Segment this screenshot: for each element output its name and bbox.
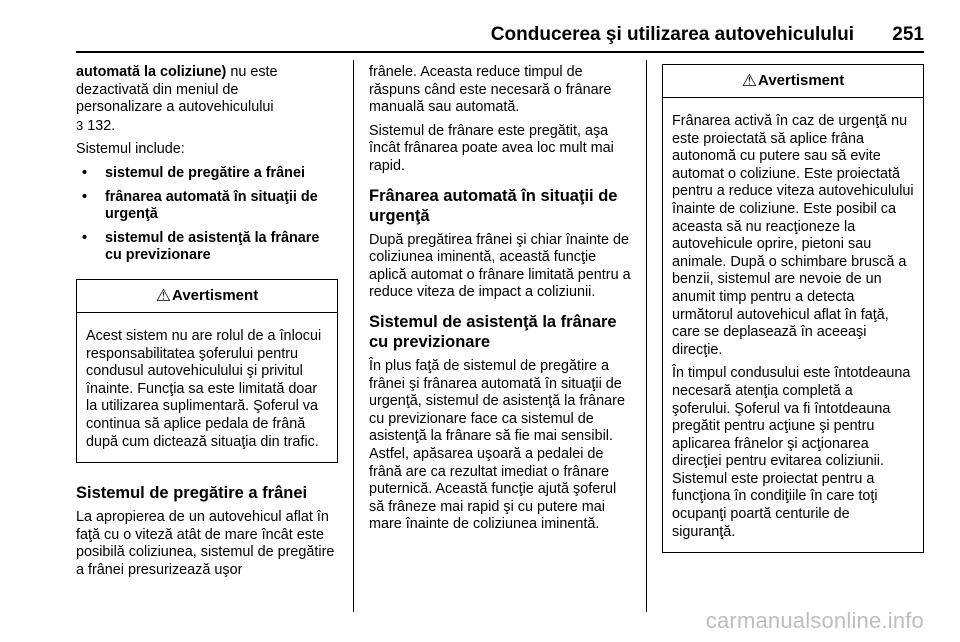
intro-paragraph xyxy=(76,64,338,135)
list-item-text: frânarea automată în situaţii de urgenţă xyxy=(105,188,318,223)
warning-title: Avertisment xyxy=(172,287,259,305)
warning-title: Avertisment xyxy=(758,72,845,90)
warning-header xyxy=(77,280,337,313)
section-paragraph: La apropierea de un autovehicul aflat în faţă cu o viteză atât de mare încât este posibilă coliziunea, sistemul de pregătire a frânei presurizează uşor xyxy=(76,509,335,578)
warning-text: În timpul condusului este întotdeauna necesară atenţia completă a şoferului. Şoferul va fi întotdeauna pregătit pentru acţiune şi pentru aplicarea frânelor şi acţionarea direcţiei pentru evitarea coliziunii. Sistemul este proiectat pentru a funcţiona în condiţiile în care toţi ocupanţi poartă centurile de siguranţă. xyxy=(672,365,911,540)
bullet-icon: • xyxy=(82,188,88,205)
section-heading: Sistemul de asistenţă la frânare cu previzionare xyxy=(369,312,617,351)
column-right xyxy=(662,64,924,553)
body-paragraph: În plus faţă de sistemul de pregătire a frânei şi frânarea automată în situaţii de urgenţă, sistemul de asistenţă la frânare cu previzionare face ca sistemul de asistenţă la frânare să fie mai sensibil. Astfel, apăsarea uşoară a pedalei de frână are ca rezultat imediat o frânare puternică. Această funcţie ajută şoferul să frâneze mai rapid şi cu putere mai mare înainte de coliziunea iminentă. xyxy=(369,357,625,533)
warning-text: Frânarea activă în caz de urgenţă nu este proiectată să aplice frâna autonomă cu putere sau să evite automat o coliziune. Este proiectată pentru a reduce viteza autovehiculului înainte de coliziune. Este posibil ca aceasta să nu reacţioneze la autovehicule oprire, pietoni sau animale. După o schimbare bruscă a benzii, sistemul are nevoie de un anumit timp pentru a detecta următorul autovehicul aflat în faţă, care se deplasează în aceeaşi direcţie. xyxy=(672,113,914,358)
page-number: 251 xyxy=(892,24,924,45)
header-rule xyxy=(76,51,924,53)
column-divider xyxy=(353,60,354,612)
page-reference-link[interactable]: 132. xyxy=(83,117,116,134)
intro-text: nu este xyxy=(226,64,278,80)
intro-line: dezactivată din meniul de xyxy=(76,81,239,98)
warning-body xyxy=(663,98,923,552)
warning-box xyxy=(76,279,338,463)
list-item-text: sistemul de pregătire a frânei xyxy=(105,164,305,181)
warning-triangle-icon: ⚠ xyxy=(741,71,758,91)
warning-header xyxy=(663,65,923,98)
list-item xyxy=(76,165,338,183)
body-paragraph: După pregătirea frânei şi chiar înainte de coliziunea iminentă, această funcţie aplică automat o frânare limitată pentru a reduce viteza de impact a coliziunii. xyxy=(369,231,631,301)
column-left xyxy=(76,64,338,585)
includes-label: Sistemul include: xyxy=(76,141,185,158)
body-paragraph: frânele. Aceasta reduce timpul de răspuns când este necesară o frânare manuală sau automată. xyxy=(369,64,612,116)
warning-body xyxy=(77,313,337,462)
body-paragraph: Sistemul de frânare este pregătit, aşa încât frânarea poate avea loc mult mai rapid. xyxy=(369,122,614,174)
list-item-text: sistemul de asistenţă la frânare cu previzionare xyxy=(105,229,320,264)
intro-bold-text: automată la coliziune) xyxy=(76,64,227,80)
section-heading: Sistemul de pregătire a frânei xyxy=(76,484,308,503)
warning-triangle-icon: ⚠ xyxy=(155,286,172,306)
watermark: carmanualsonline.info xyxy=(705,608,924,633)
bullet-icon: • xyxy=(82,164,88,181)
warning-box xyxy=(662,64,924,553)
intro-line: personalizare a autovehiculului xyxy=(76,99,274,116)
list-item xyxy=(76,230,338,265)
column-middle xyxy=(369,64,635,540)
bullet-icon: • xyxy=(82,229,88,246)
column-divider xyxy=(646,60,647,612)
page-title: Conducerea şi utilizarea autovehiculului xyxy=(490,24,854,45)
section-heading: Frânarea automată în situaţii de urgenţă xyxy=(369,186,618,225)
system-feature-list xyxy=(76,165,338,265)
reference-arrow-icon: 3 xyxy=(76,117,84,133)
page-header xyxy=(76,24,924,54)
list-item xyxy=(76,189,338,224)
warning-text: Acest sistem nu are rolul de a înlocui responsabilitatea şoferului pentru condusul autovehiculului şi privitul înainte. Funcţia sa este limitată doar la utilizarea suplimentară. Şoferul va continua să aplice pedala de frână după cum dictează situaţia din trafic. xyxy=(86,327,322,450)
